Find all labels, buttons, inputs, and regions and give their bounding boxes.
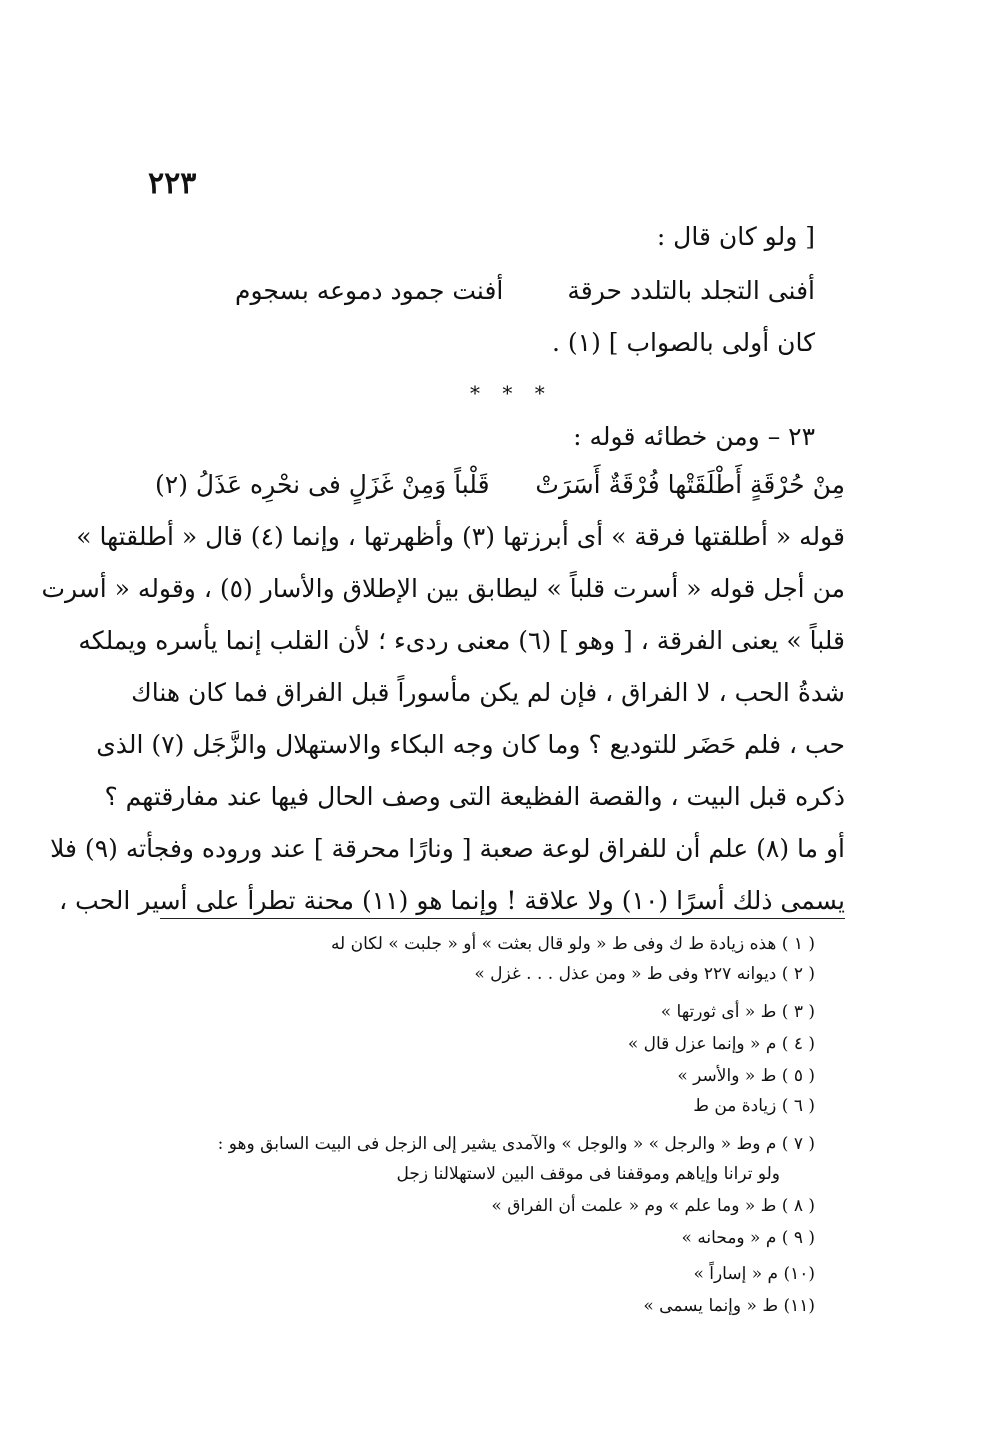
footnote: (١١) ط « وإنما يسمى » (643, 1296, 815, 1316)
footnote: ( ٨ ) ط « وما علم » وم « علمت أن الفراق » (491, 1196, 815, 1216)
footnote: ( ٦ ) زيادة من ط (693, 1096, 815, 1116)
body-line: قوله « أطلقتها فرقة » أى أبرزتها (٣) وأظهرتها ، وإنما (٤) قال « أطلقتها » (76, 522, 845, 551)
verse-1-hemistich-b: أفنت جمود دموعه بسجوم (235, 276, 504, 305)
body-line: يسمى ذلك أسرًا (١٠) ولا علاقة ! وإنما هو (١١) محنة تطرأ على أسير الحب ، (59, 886, 845, 915)
verse-1 (235, 274, 815, 308)
footnote: ( ٧ ) م وط « والرجل » « والوجل » والآمدى يشير إلى الزجل فى البيت السابق وهو : (217, 1134, 815, 1154)
body-line: أو ما (٨) علم أن للفراق لوعة صعبة [ ونارًا محرقة ] عند وروده وفجأته (٩) فلا (50, 834, 845, 863)
section-verse-hemistich-b: قَلْباً وَمِنْ غَزَلٍ فى نحْرِه عَذَلُ (٢) (155, 470, 490, 499)
verse-1-tail: كان أولى بالصواب ] (١) . (551, 328, 815, 357)
footnote: ( ٤ ) م « وإنما عزل قال » (627, 1034, 815, 1054)
body-line: ذكره قبل البيت ، والقصة الفظيعة التى وصف الحال فيها عند مفارقتهم ؟ (104, 782, 845, 811)
footnote-verse: ولو ترانا وإياهم وموقفنا فى موقف البين لاستهلالنا زجل (396, 1164, 780, 1184)
page-number: ٢٢٣ (148, 166, 197, 201)
section-verse-hemistich-a: مِنْ حُرْقَةٍ أَطْلَقَتْها فُرْقَةٌ أَسَرَتْ (535, 470, 845, 499)
footnote-divider (160, 918, 845, 919)
body-line: شدةُ الحب ، لا الفراق ، فإن لم يكن مأسوراً قبل الفراق فما كان هناك (131, 678, 845, 707)
footnote: (١٠) م « إساراً » (693, 1264, 815, 1284)
body-line: قلباً » يعنى الفرقة ، [ وهو ] (٦) معنى ردىء ؛ لأن القلب إنما يأسره ويملكه (78, 626, 845, 655)
intro-line: [ ولو كان قال : (656, 222, 815, 251)
body-line: من أجل قوله « أسرت قلباً » ليطابق بين الإطلاق والأسار (٥) ، وقوله « أسرت (41, 574, 845, 603)
footnote: ( ٣ ) ط « أى ثورتها » (660, 1002, 815, 1022)
verse-1-hemistich-a: أفنى التجلد بالتلدد حرقة (567, 276, 815, 305)
body-line: حب ، فلم حَضَر للتوديع ؟ وما كان وجه البكاء والاستهلال والزَّجَل (٧) الذى (96, 730, 845, 759)
section-separator: * * * (470, 381, 553, 405)
footnote: ( ١ ) هذه زيادة ط ك وفى ط « ولو قال بعثت » أو « جلبت » لكان له (330, 934, 815, 954)
section-heading: ٢٣ – ومن خطائه قوله : (573, 422, 815, 451)
footnote: ( ٩ ) م « ومحانه » (681, 1228, 815, 1248)
footnote: ( ٥ ) ط « والأسر » (677, 1066, 815, 1086)
footnote: ( ٢ ) ديوانه ٢٢٧ وفى ط « ومن عذل . . . غزل » (474, 964, 815, 984)
section-verse (155, 468, 845, 502)
